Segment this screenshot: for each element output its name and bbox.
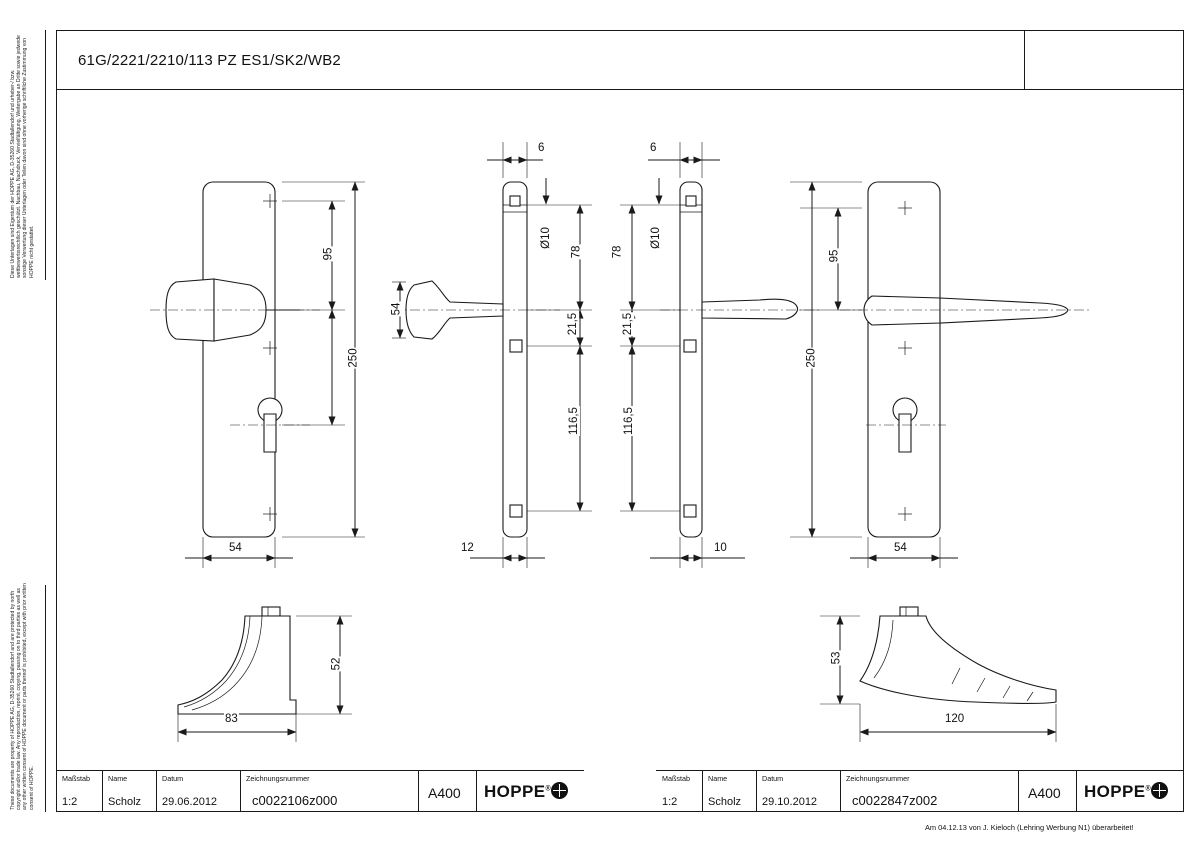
tb-left-sheet xyxy=(420,772,476,812)
tb-left-value-scale: 1:2 xyxy=(62,796,78,808)
tb-right-field-name xyxy=(704,772,756,812)
copyright-text-en: These documents are property of HOPPE AG, D-35260 Stadtallendorf and are protected by north copyright and/or trade law. Any reproduction, reprint, copying, passing on to third parties as well as any other written consent of HOPPE document or parts thereof is prohibited, except with prior written consent of HOPPE. xyxy=(10,583,35,810)
tb-left-label-drawingnumber: Zeichnungsnummer xyxy=(246,774,310,783)
dim-v78-left: 78 xyxy=(570,245,583,259)
tb-right-field-drawingnumber xyxy=(842,772,972,812)
tb-left-value-date: 29.06.2012 xyxy=(162,796,218,808)
dim-v215-left: 21,5 xyxy=(567,312,580,336)
dim-top6-left: 6 xyxy=(538,142,545,154)
dim-h10: 10 xyxy=(714,542,727,554)
tb-right-sheet xyxy=(1020,772,1076,812)
tb-right-label-drawingnumber: Zeichnungsnummer xyxy=(846,774,910,783)
tb-left-label-date: Datum xyxy=(162,774,184,783)
tb-right-label-name: Name xyxy=(708,774,728,783)
view-front-plate-left xyxy=(150,182,365,568)
dim-h83: 83 xyxy=(225,713,238,725)
view-side-plate-right xyxy=(620,142,820,568)
tb-left-value-name: Scholz xyxy=(108,796,142,808)
page-title: 61G/2221/2210/113 PZ ES1/SK2/WB2 xyxy=(78,52,341,69)
dim-v215-right: 21,5 xyxy=(622,312,635,336)
view-front-plate-right xyxy=(790,182,1090,568)
brand-mark-left-icon xyxy=(551,782,568,799)
dim-v1165-left: 116,5 xyxy=(567,407,580,435)
tb-right-label-scale: Maßstab xyxy=(662,774,690,783)
brand-logo-right-text: HOPPE xyxy=(1084,782,1146,801)
dim-v54-left: 54 xyxy=(390,302,403,316)
tb-left-sheet-value: A400 xyxy=(428,785,461,801)
tb-left-label-name: Name xyxy=(108,774,128,783)
brand-logo-right: HOPPE® xyxy=(1084,782,1152,801)
tb-left-label-scale: Maßstab xyxy=(62,774,90,783)
dim-top6-right: 6 xyxy=(650,142,657,154)
tb-left-field-scale xyxy=(58,772,102,812)
tb-right-field-date xyxy=(758,772,840,812)
brand-mark-right-icon xyxy=(1151,782,1168,799)
brand-logo-left-text: HOPPE xyxy=(484,782,546,801)
dim-h54-right: 54 xyxy=(894,542,907,554)
dim-d10-right: Ø10 xyxy=(649,227,662,249)
dim-v53: 53 xyxy=(830,651,843,665)
dim-v250-left: 250 xyxy=(347,348,360,368)
dim-v95-right: 95 xyxy=(828,249,841,263)
tb-left-field-name xyxy=(104,772,156,812)
revision-footnote: Am 04.12.13 von J. Kieloch (Lehring Werbung N1) überarbeitet! xyxy=(925,823,1134,832)
brand-logo-left: HOPPE® xyxy=(484,782,552,801)
tb-right-sheet-value: A400 xyxy=(1028,785,1061,801)
dim-v78-right: 78 xyxy=(611,245,624,259)
tb-right-value-date: 29.10.2012 xyxy=(762,796,818,808)
tb-left-value-drawingnumber: c0022106z000 xyxy=(252,793,338,808)
tb-right-value-drawingnumber: c0022847z002 xyxy=(852,793,938,808)
dim-v1165-right: 116,5 xyxy=(622,407,635,435)
dim-v52: 52 xyxy=(330,657,343,671)
dim-v95-left: 95 xyxy=(322,247,335,261)
tb-left-field-date xyxy=(158,772,240,812)
copyright-text-de: Diese Unterlagen sind Eigentum der HOPPE AG, D-35260 Stadtallendorf und urheber-/ bzw. wettbewerbsrechtlich geschützt. Nachbau, Nachdruck, Vervielfältigung, Weitergabe an Dritte sowie jedwede sonstige Verwertung dieser Unterlagen oder Teilen davon sind ohne vorherige schriftliche Zustimmung von HOPPE nicht gestattet. xyxy=(10,35,35,278)
dim-h12: 12 xyxy=(461,542,474,554)
tb-right-value-scale: 1:2 xyxy=(662,796,678,808)
tb-left-field-drawingnumber xyxy=(242,772,372,812)
tb-right-value-name: Scholz xyxy=(708,796,742,808)
dim-v250-right: 250 xyxy=(805,348,818,368)
view-side-plate-left xyxy=(392,142,592,568)
tb-right-field-scale xyxy=(658,772,702,812)
view-lever-section xyxy=(820,607,1056,742)
dim-h120: 120 xyxy=(945,713,965,725)
tb-right-label-date: Datum xyxy=(762,774,784,783)
dim-d10-left: Ø10 xyxy=(539,227,552,249)
dim-h54-left: 54 xyxy=(229,542,242,554)
view-knob-section xyxy=(178,607,352,742)
